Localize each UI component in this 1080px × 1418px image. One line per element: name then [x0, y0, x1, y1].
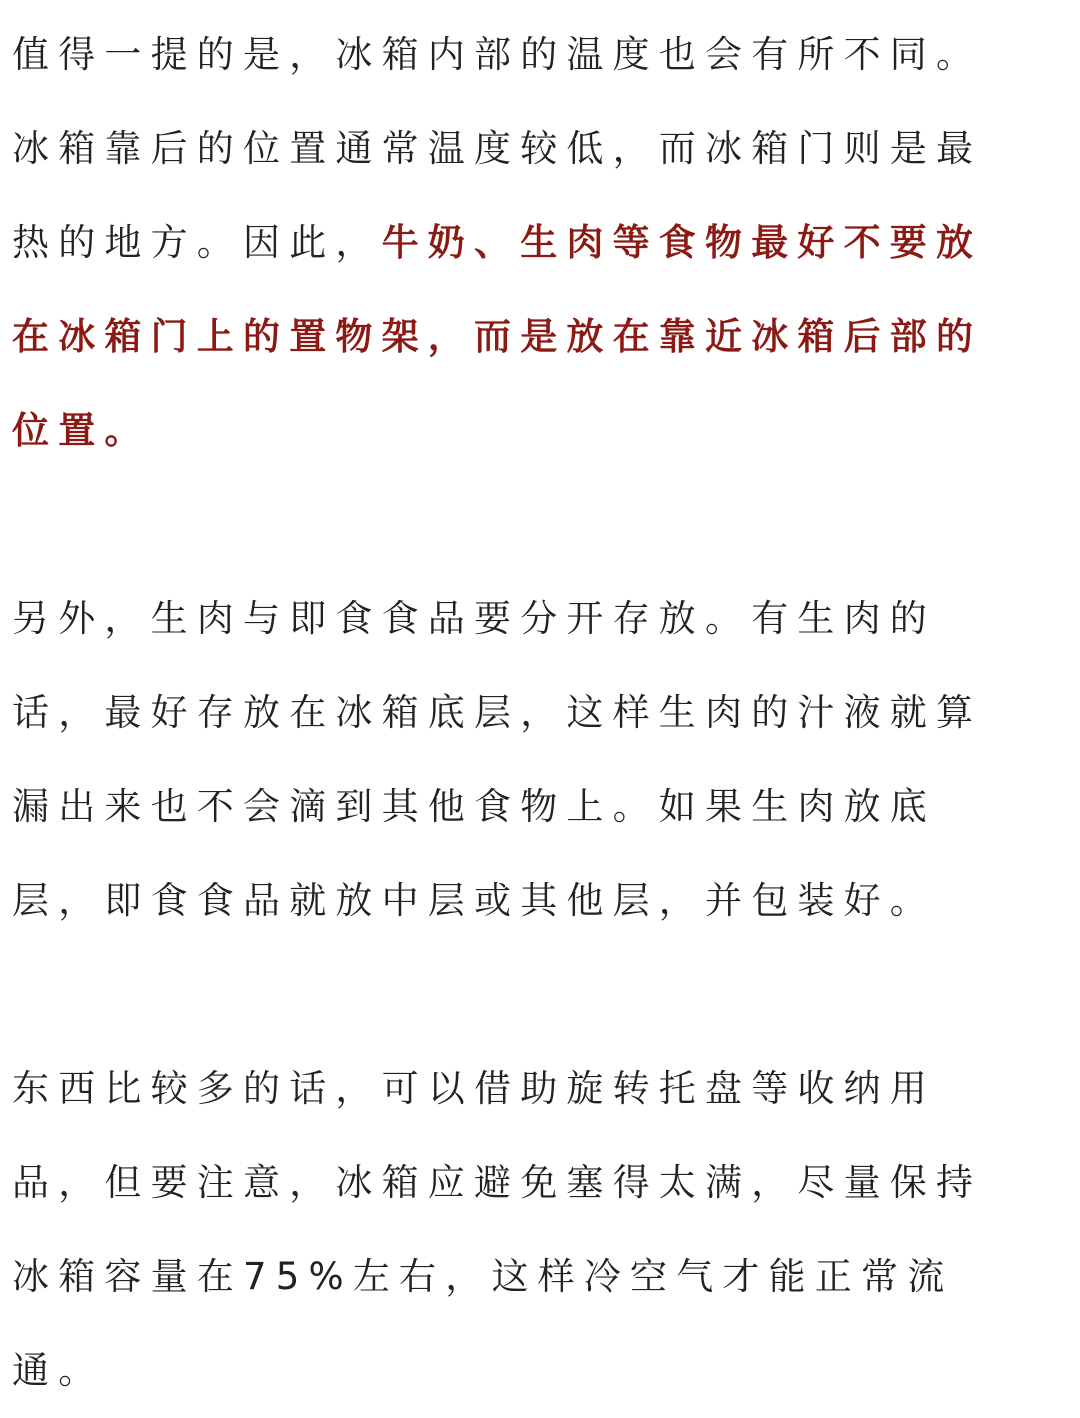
paragraph-fridge-temperature — [12, 8, 1022, 478]
paragraph-text: 值得一提的是，冰箱内部的温度也会有所不同。冰箱靠后的位置通常温度较低，而冰箱门则是最热的地方。因此， — [12, 33, 983, 264]
paragraph-text: 东西比较多的话，可以借助旋转托盘等收纳用品，但要注意，冰箱应避免塞得太满，尽量保持冰箱容量在75%左右，这样冷空气才能正常流通。 — [12, 1067, 983, 1392]
paragraph-raw-meat-storage — [12, 572, 1022, 948]
paragraph-text: 另外，生肉与即食食品要分开存放。有生肉的话，最好存放在冰箱底层，这样生肉的汁液就算漏出来也不会滴到其他食物上。如果生肉放底层，即食食品就放中层或其他层，并包装好。 — [12, 597, 983, 922]
paragraph-fridge-capacity — [12, 1042, 1022, 1418]
article-body — [12, 8, 1022, 1418]
highlighted-advice: 牛奶、生肉等食物最好不要放在冰箱门上的置物架，而是放在靠近冰箱后部的位置。 — [12, 221, 983, 452]
